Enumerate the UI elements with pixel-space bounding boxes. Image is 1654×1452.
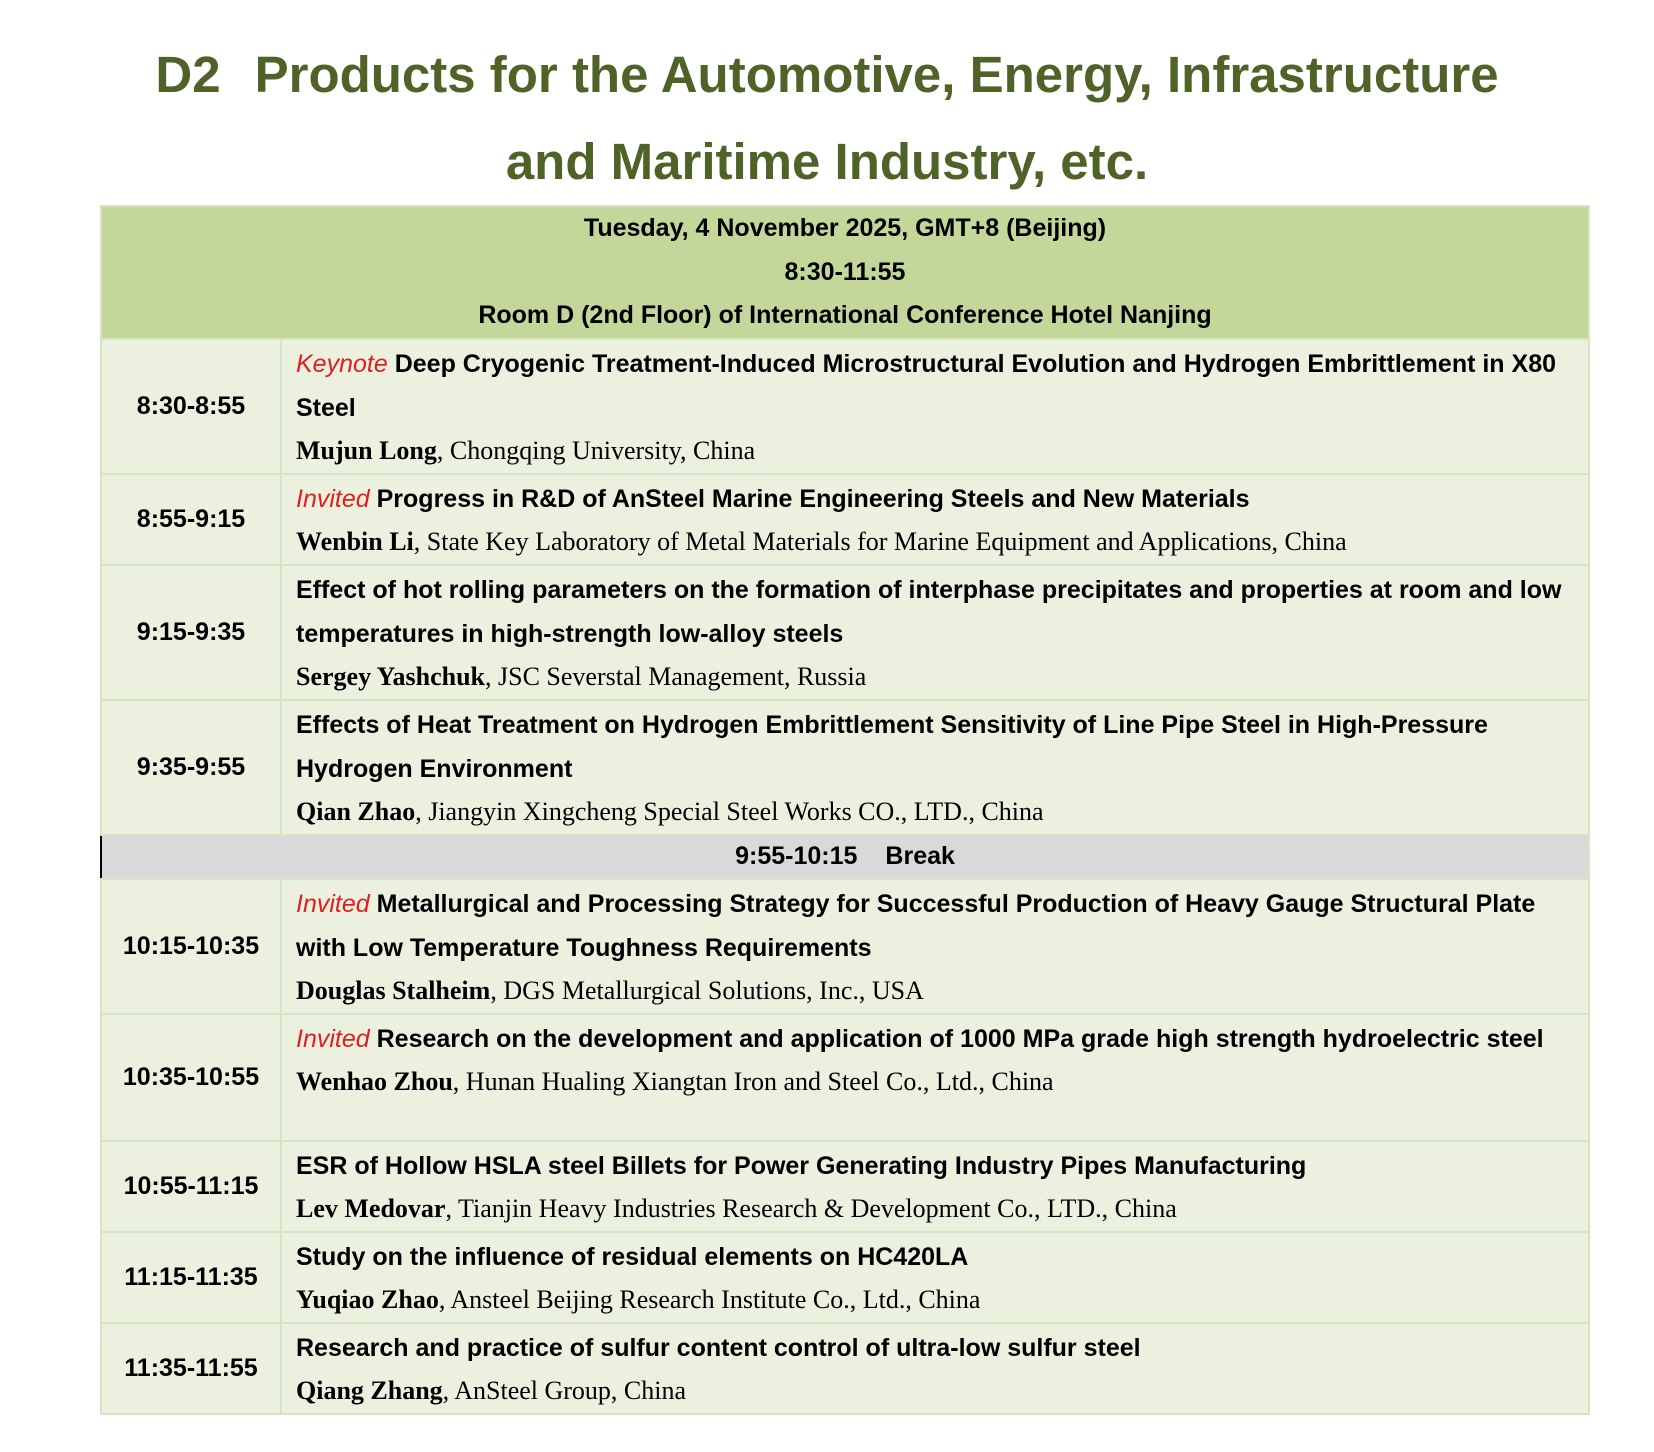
talk-speaker-line [296, 430, 1574, 472]
talk-title-block [296, 477, 1574, 521]
talk-time: 8:55-9:15 [101, 474, 281, 565]
talk-speaker-line [296, 656, 1574, 698]
session-room: Room D (2nd Floor) of International Conference Hotel Nanjing [478, 301, 1212, 329]
talk-speaker-line [296, 1188, 1574, 1230]
speaker-name: Wenbin Li [296, 526, 414, 556]
break-label: Break [885, 842, 955, 870]
talk-time: 8:30-8:55 [101, 339, 281, 474]
talk-details [281, 565, 1589, 700]
talk-title: ESR of Hollow HSLA steel Billets for Power Generating Industry Pipes Manufacturing [296, 1151, 1307, 1180]
talk-title-block [296, 882, 1574, 970]
session-header [101, 206, 1589, 339]
talk-type-tag: Invited [296, 484, 370, 513]
program-table [100, 205, 1590, 1415]
talk-row [101, 474, 1589, 565]
talk-speaker-line [296, 1279, 1574, 1321]
talk-title-block [296, 703, 1574, 791]
speaker-name: Qiang Zhang [296, 1375, 443, 1405]
talk-title: Progress in R&D of AnSteel Marine Engineering Steels and New Materials [376, 484, 1250, 513]
talk-row [101, 339, 1589, 474]
talk-title-block [296, 1235, 1574, 1279]
talk-title: Deep Cryogenic Treatment-Induced Microstructural Evolution and Hydrogen Embrittlement in X80 Steel [296, 349, 1557, 422]
talk-details [281, 879, 1589, 1014]
talk-details [281, 1232, 1589, 1323]
talk-time: 11:35-11:55 [101, 1323, 281, 1414]
talk-title-block [296, 1326, 1574, 1370]
talk-title: Research and practice of sulfur content control of ultra-low sulfur steel [296, 1333, 1141, 1362]
session-time: 8:30-11:55 [784, 257, 906, 286]
talk-row [101, 879, 1589, 1014]
page-title-line-1 [0, 47, 1654, 103]
talk-speaker-line [296, 1061, 1574, 1103]
talk-time: 10:55-11:15 [101, 1141, 281, 1232]
title-text-line-1: Products for the Automotive, Energy, Infrastructure [254, 46, 1499, 103]
speaker-name: Qian Zhao [296, 796, 416, 826]
talk-row [101, 1014, 1589, 1141]
talk-title-block [296, 1017, 1574, 1061]
speaker-affiliation: , State Key Laboratory of Metal Materials for Marine Equipment and Applications, China [413, 526, 1347, 556]
talk-row [101, 1323, 1589, 1414]
talk-details [281, 1141, 1589, 1232]
talk-time: 10:35-10:55 [101, 1014, 281, 1141]
break-time: 9:55-10:15 [735, 842, 858, 870]
talk-row [101, 1232, 1589, 1323]
session-date: Tuesday, 4 November 2025, GMT+8 (Beijing) [583, 214, 1107, 242]
talk-details [281, 474, 1589, 565]
speaker-affiliation: , JSC Severstal Management, Russia [485, 661, 867, 691]
talk-type-tag: Invited [296, 889, 370, 918]
talk-row [101, 1141, 1589, 1232]
talk-title: Effects of Heat Treatment on Hydrogen Embrittlement Sensitivity of Line Pipe Steel in High-Pressure Hydrogen Environment [296, 710, 1488, 783]
speaker-affiliation: , Jiangyin Xingcheng Special Steel Works CO., LTD., China [415, 796, 1044, 826]
speaker-affiliation: , DGS Metallurgical Solutions, Inc., USA [490, 975, 924, 1005]
talk-title-block [296, 342, 1574, 430]
speaker-name: Lev Medovar [296, 1193, 446, 1223]
page-title-line-2: and Maritime Industry, etc. [505, 133, 1149, 190]
talk-time: 11:15-11:35 [101, 1232, 281, 1323]
talk-speaker-line [296, 1370, 1574, 1412]
break-row [101, 835, 1589, 879]
talk-title: Research on the development and application of 1000 MPa grade high strength hydroelectric steel [376, 1024, 1544, 1053]
talk-type-tag: Invited [296, 1024, 370, 1053]
speaker-name: Yuqiao Zhao [296, 1284, 439, 1314]
speaker-affiliation: , Chongqing University, China [436, 435, 756, 465]
speaker-name: Douglas Stalheim [296, 975, 491, 1005]
speaker-affiliation: , AnSteel Group, China [442, 1375, 687, 1405]
speaker-affiliation: , Ansteel Beijing Research Institute Co., Ltd., China [438, 1284, 981, 1314]
talk-type-tag: Keynote [296, 349, 388, 378]
talk-speaker-line [296, 791, 1574, 833]
talk-title: Metallurgical and Processing Strategy for Successful Production of Heavy Gauge Structural Plate with Low Temperature Toughness Requirements [296, 889, 1536, 962]
speaker-name: Sergey Yashchuk [296, 661, 486, 691]
talk-details [281, 339, 1589, 474]
talk-title: Study on the influence of residual elements on HC420LA [296, 1242, 969, 1271]
talk-title: Effect of hot rolling parameters on the formation of interphase precipitates and properties at room and low temperatures in high-strength low-alloy steels [296, 575, 1562, 648]
talk-details [281, 1014, 1589, 1141]
session-code: D2 [155, 46, 221, 103]
talk-speaker-line [296, 970, 1574, 1012]
talk-row [101, 700, 1589, 835]
talk-time: 9:15-9:35 [101, 565, 281, 700]
speaker-name: Mujun Long [296, 435, 437, 465]
speaker-name: Wenhao Zhou [296, 1066, 453, 1096]
talk-details [281, 700, 1589, 835]
speaker-affiliation: , Tianjin Heavy Industries Research & Development Co., LTD., China [445, 1193, 1177, 1223]
talk-details [281, 1323, 1589, 1414]
talk-title-block [296, 1144, 1574, 1188]
talk-time: 10:15-10:35 [101, 879, 281, 1014]
talk-row [101, 565, 1589, 700]
speaker-affiliation: , Hunan Hualing Xiangtan Iron and Steel Co., Ltd., China [452, 1066, 1054, 1096]
talk-speaker-line [296, 521, 1574, 563]
talk-title-block [296, 568, 1574, 656]
talk-time: 9:35-9:55 [101, 700, 281, 835]
